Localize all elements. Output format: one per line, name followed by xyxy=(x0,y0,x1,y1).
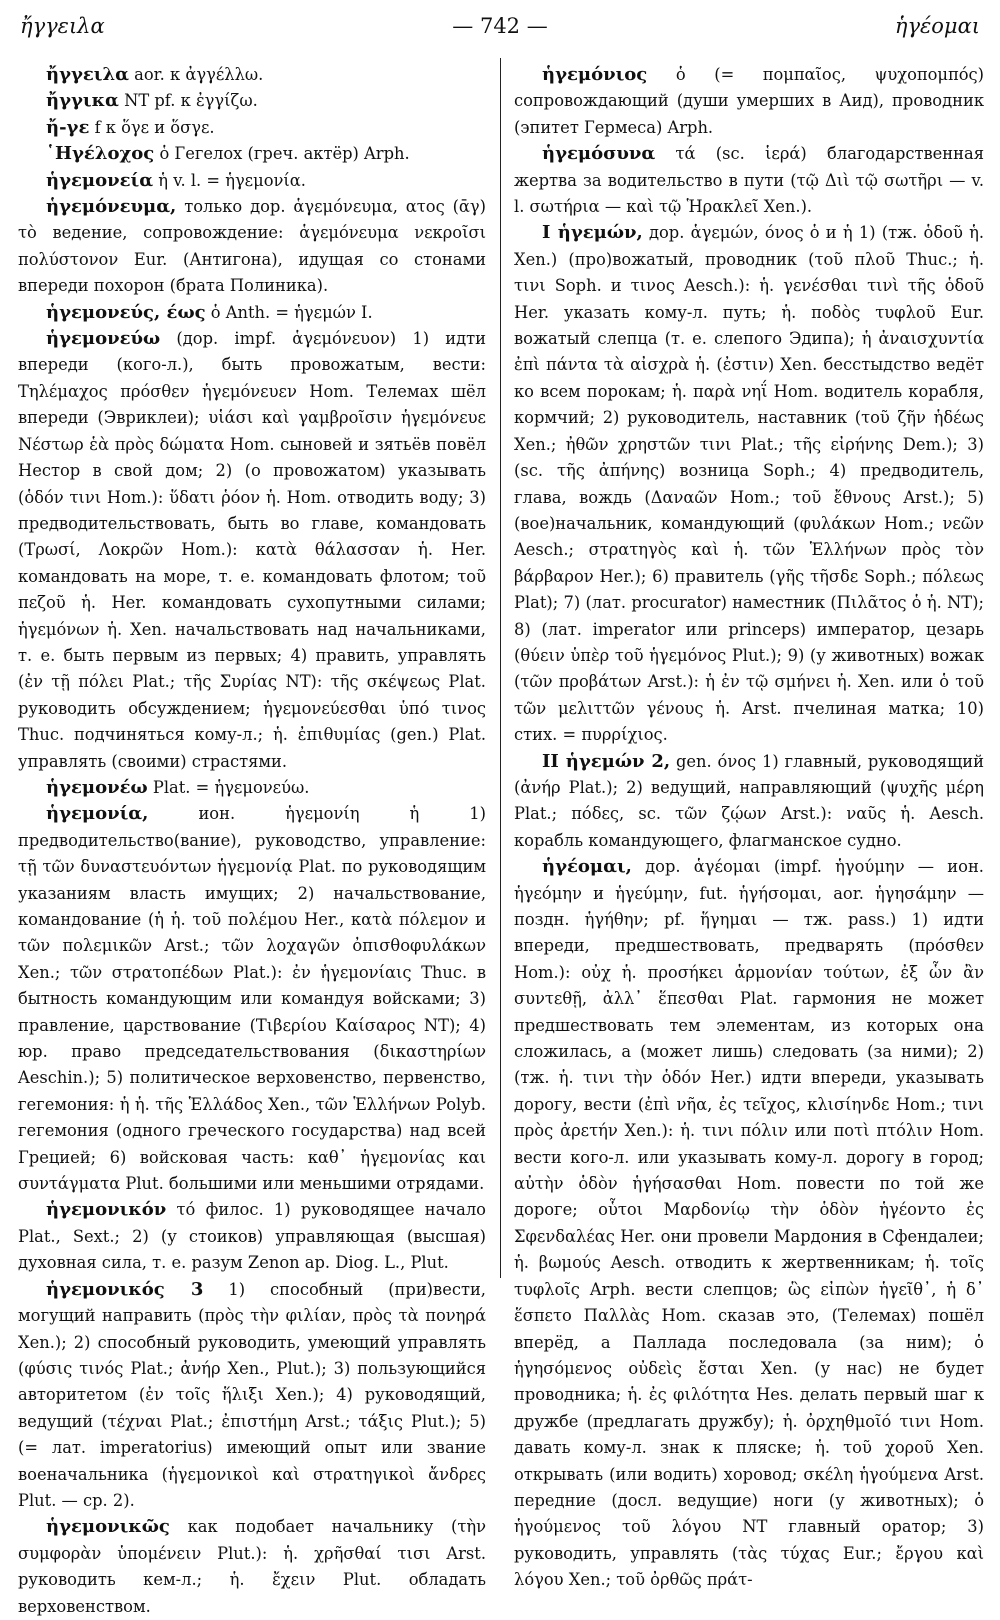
dictionary-entry xyxy=(18,801,486,1197)
entry-definition: Plat. = ἡγεμονεύω. xyxy=(152,777,310,797)
dictionary-entry xyxy=(18,115,486,141)
dictionary-entry xyxy=(18,194,486,300)
entry-definition: только дор. ἁγεμόνευμα, ατος (ᾱγ) τὸ ведение, сопровождение: ἁγεμόνευμα νεκροῖσι πολύστονον Eur. (Антигона), идущая со стонами впереди похорон (брата Полиника). xyxy=(18,197,486,296)
entry-definition: ὁ Anth. = ἡγεμών I. xyxy=(210,302,373,322)
dictionary-entry xyxy=(18,1277,486,1515)
entry-definition: 1) способный (при)вести, могущий направить (πρὸς τὴν φιλίαν, πρὸς τὰ πονηρά Xen.); 2) способный руководить, умеющий управлять (φύσις τινός Plat.; ἀνήρ Xen., Plut.); 3) пользующийся авторитетом (ἐν τοῖς ἥλιξι Xen.); 4) руководящий, ведущий (τέχναι Plat.; ἐπιστήμη Arst.; τάξις Plut.); 5) (= лат. imperatorius) имеющий опыт или звание военачальника (ἡγεμονικοὶ καὶ στρατηγικοὶ ἄνδρες Plut. — ср. 2). xyxy=(18,1279,486,1510)
entry-definition: ион. ἡγεμονίη ἡ 1) предводительство(вание), руководство, управление: τῇ τῶν δυναστευόντων ἡγεμονίᾳ Plat. по руководящим указаниям власть имущих; 2) начальствование, командование (ἡ ἡ. τοῦ πολέμου Her., κατὰ πόλεμον и τῶν πολεμικῶν Arst.; τῶν λοχαγῶν ὀπισθοφυλάκων Xen.; τῶν στρατοπέδων Plat.): ἐν ἡγεμονίαις Thuc. в бытность командующим или командуя войсками; 3) правление, царствование (Τιβερίου Καίσαρος NT); 4) юр. право председательствования (δικαστηρίων Aeschin.); 5) политическое верховенство, первенство, гегемония: ἡ ἡ. τῆς Ἑλλάδος Xen., τῶν Ἑλλήνων Polyb. гегемония (одного греческого государства) над всей Грецией; 6) войсковая часть: καθ᾽ ἡγεμονίας και συντάγματα Plut. большими или меньшими отрядами. xyxy=(18,804,486,1194)
entry-headword: ἡγεμονικός 3 xyxy=(46,1278,204,1300)
dictionary-entry xyxy=(18,326,486,775)
entry-definition: как подобает начальнику (τὴν συμφορὰν ὑπομένειν Plut.): ἡ. χρῆσθαί τισι Arst. руководить кем-л.; ἡ. ἔχειν Plut. обладать верховенством. xyxy=(18,1517,486,1616)
dictionary-entry xyxy=(18,62,486,88)
entry-headword: ἡγεμονικῶς xyxy=(46,1516,170,1538)
entry-headword: ῾Ηγέλοχος xyxy=(46,143,155,165)
entry-headword: ἡγεμόνιος xyxy=(542,64,648,85)
entry-headword: ἡγεμονικόν xyxy=(46,1199,167,1221)
entry-definition: ὁ (= πομπαῖος, ψυχοπομπός) сопровождающий (души умерших в Аид), проводник (эпитет Гермеса) Arph. xyxy=(514,65,984,137)
entry-definition: дор. ἁγεμών, όνος ὁ и ἡ 1) (тж. ὁδοῦ ἡ. Xen.) (про)вожатый, проводник (τοῦ πλοῦ Thuc.; ἡ. τινι Soph. и τινος Aesch.): ἡ. γενέσθαι τινὶ τῆς ὁδοῦ Her. указать кому-л. путь; ἡ. ποδὸς τυφλοῦ Eur. вожатый слепца (т. е. слепого Эдипа); ἡ ἀναισχυντία ἐπὶ πάντα τὰ αἰσχρὰ ἡ. (ἐστιν) Xen. бесстыдство ведёт ко всем порокам; ἡ. παρὰ νηΐ Hom. водитель корабля, кормчий; 2) руководитель, наставник (τοῦ ζῆν ἡδέως Xen.; ἠθῶν χρηστῶν τινι Plat.; τῆς εἰρήνης Dem.); 3) (sc. τῆς ἀπήνης) возница Soph.; 4) предводитель, глава, вождь (Δαναῶν Hom.; τοῦ ἔθνους Arst.); 5) (вое)начальник, командующий (φυλάκων Hom.; νεῶν Aesch.; στρατηγὸς καὶ ἡ. τῶν Ἑλλήνων πρὸς τὸν βάρβαρον Her.); 6) правитель (γῆς τῆσδε Soph.; πόλεως Plat); 7) (лат. procurator) наместник (Πιλᾶτος ὁ ἡ. NT); 8) (лат. imperator или princeps) император, цезарь (θύειν ὑπὲρ τοῦ ἡγεμόνος Plut.); 9) (у животных) вожак (τῶν προβάτων Arst.): ἡ ἐν τῷ σμήνει ἡ. Xen. или ὁ τοῦ τῶν μελιττῶν γένους ἡ. Arst. пчелиная матка; 10) стих. = πυρρίχιος. xyxy=(514,223,985,745)
dictionary-entry xyxy=(514,62,984,141)
header-left-word: ἤγγειλα xyxy=(20,14,105,38)
entry-definition: ὁ Гегелох (греч. актёр) Arph. xyxy=(159,144,410,164)
entry-headword: ἡγέομαι, xyxy=(542,856,632,878)
entry-definition: τά (sc. ἱερά) благодарственная жертва за водительство в пути (τῷ Διὶ τῷ σωτῆρι — v. l. σωτήρια — καὶ τῷ Ἡρακλεῖ Xen.). xyxy=(514,144,984,217)
page-number: — 742 — xyxy=(452,14,548,38)
entry-definition: дор. ἁγέομαι (impf. ἡγούμην — ион. ἡγεόμην и ἡγεύμην, fut. ἡγήσομαι, aor. ἡγησάμην — поздн. ἡγήθην; pf. ἥγημαι — тж. pass.) 1) идти впереди, предшествовать, предварять (πρόσθεν Hom.): οὐχ ἡ. προσήκει ἁρμονίαν τούτων, ἐξ ὧν ἂν συντεθῇ, ἀλλ᾽ ἕπεσθαι Plat. гармония не может предшествовать тем элементам, из которых она сложилась, а (может лишь) следовать (за ними); 2) (тж. ἡ. τινι τὴν ὁδόν Her.) идти впереди, указывать дорогу, вести (ἐπὶ νῆα, ἐς τεῖχος, κλισίηνδε Hom.; τινι πρὸς ἀρετήν Xen.): ἡ. τινι πόλιν или ποτὶ πτόλιν Hom. вести кого-л. или указывать кому-л. дорогу в город; αὐτὴν ὁδὸν ἡγήσασθαι Hom. повести по той же дороге; οὗτοι Μαρδονίῳ τὴν ὁδὸν ἡγέοντο ἐς Σφενδαλέας Her. они провели Мардония в Сфендалеи; ἡ. βωμούς Aesch. отводить к жертвенникам; ἡ. τοῖς τυφλοῖς Arph. вести слепцов; ὣς εἰπὼν ἡγεῖθ᾽, ἡ δ᾽ ἕσπετο Παλλὰς Hom. сказав это, (Телемах) пошёл вперёд, а Паллада последовала (за ним); ὁ ἡγησόμενος οὐδεὶς ἔσται Xen. (у нас) не будет проводника; ἡ. ἐς φιλότητα Hes. делать первый шаг к дружбе (предлагать дружбу); ἡ. ὀρχηθμοῖό τινι Hom. давать кому-л. знак к пляске; ἡ. τοῦ χοροῦ Xen. открывать (или водить) хоровод; σκέλη ἡγούμενα Arst. передние (досл. ведущие) ноги (у животных); ὁ ἡγούμενος τοῦ λόγου NT главный оратор; 3) руководить, управлять (τὰς τύχας Eur.; ἔργου καὶ λόγου Xen.; τοῦ ὀρθῶς πράτ- xyxy=(514,857,984,1590)
entry-definition: (дор. impf. ἁγεμόνευον) 1) идти впереди (кого-л.), быть провожатым, вести: Τηλέμαχος πρόσθεν ἡγεμόνευεν Hom. Телемах шёл впереди (Эвриклеи); υἱάσι καὶ γαμβροῖσιν ἡγεμόνευε Νέστωρ ἑὰ πρὸς δώματα Hom. сыновей и зятьёв повёл Нестор в свой дом; 2) (о провожатом) указывать (ὁδόν τινι Hom.): ὕδατι ῥόον ἡ. Hom. отводить воду; 3) предводительствовать, быть во главе, командовать (Τρωσί, Λοκρῶν Hom.): κατὰ θάλασσαν ἡ. Her. командовать на море, т. е. командовать флотом; τοῦ πεζοῦ ἡ. Her. командовать сухопутными силами; ἡγεμόνων ἡ. Xen. начальствовать над начальниками, т. е. быть первым из первых; 4) править, управлять (ἐν τῇ πόλει Plat.; τῆς Συρίας NT): τῆς σκέψεως Plat. руководить обсуждением; ἡγεμονεύεσθαι ὑπό τινος Thuc. подчиняться кому-л.; ἡ. ἐπιθυμίας (gen.) Plat. управлять (своими) страстями. xyxy=(18,329,487,771)
entry-headword: ἡγεμονεύω xyxy=(46,328,161,350)
entry-headword: I ἡγεμών, xyxy=(542,222,643,244)
dictionary-entry xyxy=(18,88,486,114)
entry-definition: NT pf. к ἐγγίζω. xyxy=(124,91,258,111)
dictionary-entry xyxy=(18,775,486,801)
right-column xyxy=(514,62,985,1590)
entry-headword: ἡγεμόνευμα, xyxy=(46,196,177,218)
dictionary-entry xyxy=(18,168,486,194)
entry-definition: gen. όνος 1) главный, руководящий (ἀνήρ Plat.); 2) ведущий, направляющий (ψυχῆς μέρη Plat.; πόδες, sc. τῶν ζῴων Arst.): ναῦς ἡ. Aesch. корабль командующего, флагманское судно. xyxy=(514,751,984,850)
dictionary-entry xyxy=(514,854,984,1593)
entry-headword: ἡγεμόσυνα xyxy=(542,143,656,165)
entry-headword: ἤγγικα xyxy=(46,90,119,112)
entry-headword: ἡγεμονέω xyxy=(46,776,148,798)
entry-definition: τό филос. 1) руководящее начало Plat., Sext.; 2) (у стоиков) управляющая (высшая) духовная сила, т. е. разум Zenon ap. Diog. L., Plut. xyxy=(18,1200,486,1273)
left-column xyxy=(18,62,487,1616)
entry-headword: ἤγγειλα xyxy=(46,64,129,85)
entry-definition: ἡ v. l. = ἡγεμονία. xyxy=(158,170,306,190)
dictionary-entry xyxy=(514,141,984,220)
dictionary-entry xyxy=(18,141,486,167)
entry-definition: aor. к ἀγγέλλω. xyxy=(134,65,264,84)
entry-headword: ἡγεμονία, xyxy=(46,803,149,825)
entry-definition: f к ὅγε и ὅσγε. xyxy=(94,117,215,137)
entry-headword: ἡγεμονεύς, έως xyxy=(46,301,206,323)
header-right-word: ἡγέομαι xyxy=(894,14,980,38)
entry-headword: ἡγεμονεία xyxy=(46,169,154,191)
entry-headword: ἤ-γε xyxy=(46,116,90,138)
dictionary-entry xyxy=(18,1197,486,1276)
dictionary-entry xyxy=(18,300,486,326)
dictionary-entry xyxy=(18,1514,486,1620)
running-header xyxy=(20,14,980,44)
dictionary-entry xyxy=(514,749,984,855)
entry-headword: II ἡγεμών 2, xyxy=(542,750,671,772)
column-divider xyxy=(500,58,501,1278)
dictionary-entry xyxy=(514,220,984,748)
